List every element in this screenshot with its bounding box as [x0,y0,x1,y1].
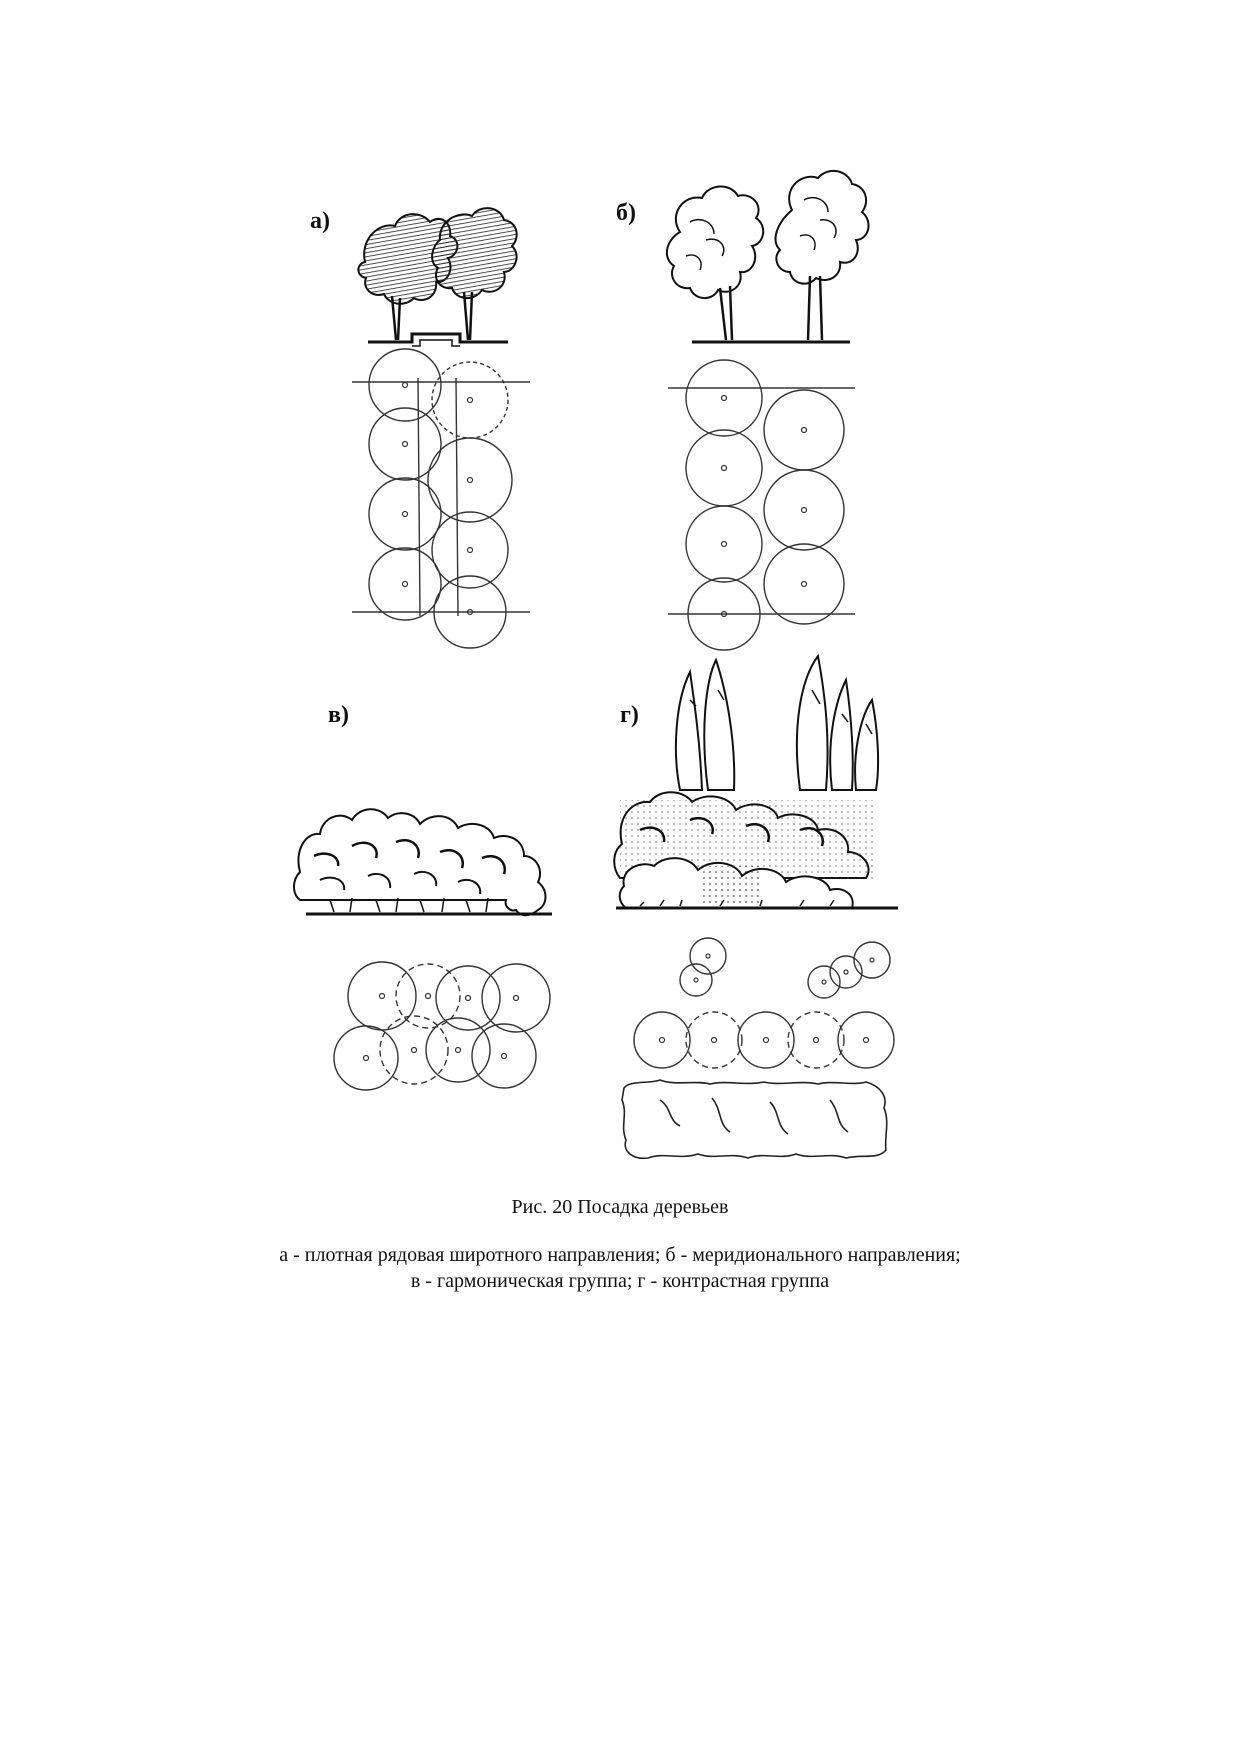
panel-g-label: г) [620,702,639,728]
figure-legend-line-1: а - плотная рядовая широтного направления; б - меридионального направления; [279,1244,961,1266]
panel-v-label: в) [328,702,349,728]
panel-g-elevation [614,656,898,910]
panel-b-label: б) [616,200,636,226]
panel-a-label: а) [310,208,330,234]
panel-v-elevation [294,809,552,915]
panel-a-plan [352,349,530,648]
panel-b-plan [668,360,855,650]
figure-caption-title: Рис. 20 Посадка деревьев [511,1196,729,1218]
panel-v-plan [334,962,550,1090]
figure-legend-line-2: в - гармоническая группа; г - контрастная группа [410,1270,830,1292]
panel-a-elevation [358,208,516,346]
panel-b-elevation [667,171,869,342]
panel-g-plan [622,938,894,1158]
